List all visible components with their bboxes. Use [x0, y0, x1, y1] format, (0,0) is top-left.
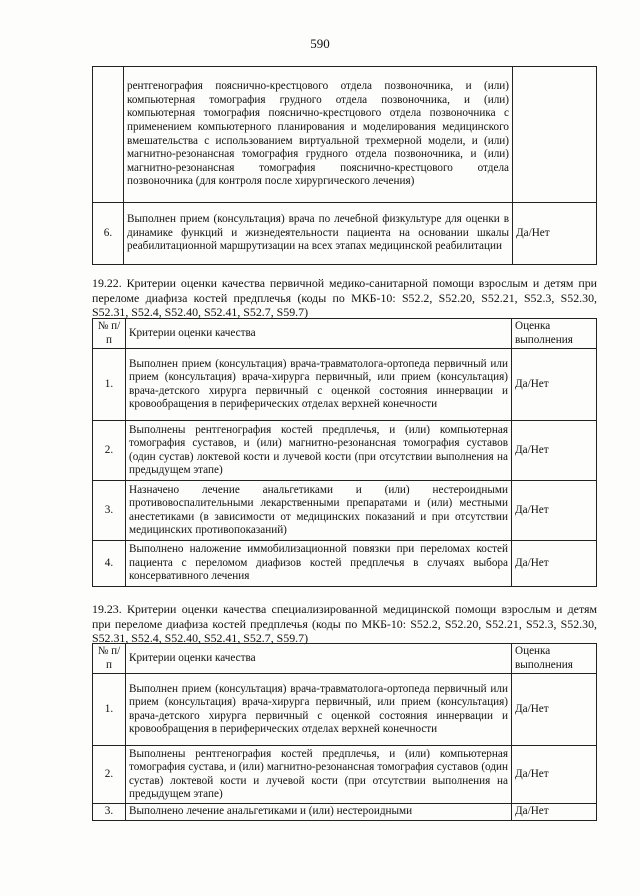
row-number: 1.: [93, 674, 126, 746]
result-cell: Да/Нет: [512, 421, 597, 481]
table-row: [93, 481, 597, 541]
result-cell: Да/Нет: [512, 746, 597, 804]
row-number: 3.: [93, 804, 126, 821]
row-number: 2.: [93, 746, 126, 804]
table-row: [93, 746, 597, 804]
table-header-row: [93, 644, 597, 674]
table-row: [93, 349, 597, 421]
result-cell: [513, 67, 597, 203]
criteria-text: Выполнен прием (консультация) врача-травматолога-ортопеда первичный или прием (консультация) врача-хирурга первичный, или прием (консультация) врача-детского хирурга первичный с оценкой состояния иннервации и кровообращения в периферических отделах верхней конечности: [126, 349, 512, 421]
row-number: 4.: [93, 541, 126, 587]
table-row: [93, 804, 597, 821]
header-number: № п/п: [93, 319, 126, 349]
criteria-table-19-22: [92, 318, 597, 587]
criteria-text: Выполнен прием (консультация) врача-травматолога-ортопеда первичный или прием (консультация) врача-хирурга первичный, или прием (консультация) врача-детского хирурга первичный с оценкой состояния иннервации и кровообращения в периферических отделах верхней конечности: [126, 674, 512, 746]
table-row: [93, 203, 597, 265]
section-heading-19-23: 19.23. Критерии оценки качества специализированной медицинской помощи взрослым и детям при переломе диафиза костей предплечья (коды по МКБ-10: S52.2, S52.20, S52.21, S52.3, S52.30, S52.31, S52.4, S52.40, S52.41, S52.7, S59.7): [92, 602, 597, 646]
table-header-row: [93, 319, 597, 349]
header-number: № п/п: [93, 644, 126, 674]
criteria-text: рентгенография пояснично-крестцового отдела позвоночника, и (или) компьютерная томография грудного отдела позвоночника, и (или) компьютерная томография пояснично-крестцового отдела позвоночника с применением компьютерного планирования и моделирования медицинского вмешательства с использованием виртуальной трехмерной модели, и (или) магнитно-резонансная томография грудного отдела позвоночника, и (или) магнитно-резонансная томография пояснично-крестцового отдела позвоночника (для контроля после хирургического лечения): [124, 67, 513, 203]
result-cell: Да/Нет: [512, 481, 597, 541]
row-number: 6.: [93, 203, 124, 265]
row-number: 3.: [93, 481, 126, 541]
criteria-text: Выполнены рентгенография костей предплечья, и (или) компьютерная томография сустава, и (или) магнитно-резонансная томография суставов (один сустав) локтевой кости и лучевой кости (при отсутствии выполнения на предыдущем этапе): [126, 746, 512, 804]
row-number: 2.: [93, 421, 126, 481]
header-result: Оценка выполнения: [512, 319, 597, 349]
page-number: 590: [310, 36, 330, 51]
result-cell: Да/Нет: [512, 804, 597, 821]
criteria-text: Выполнены рентгенография костей предплечья, и (или) компьютерная томография суставов, и (или) магнитно-резонансная томография суставов (один сустав) локтевой кости и лучевой кости (при отсутствии выполнения на предыдущем этапе): [126, 421, 512, 481]
table-row: [93, 67, 597, 203]
header-result: Оценка выполнения: [512, 644, 597, 674]
criteria-text: Выполнено лечение анальгетиками и (или) нестероидными: [126, 804, 512, 821]
criteria-text: Выполнен прием (консультация) врача по лечебной физкультуре для оценки в динамике функций и жизнедеятельности пациента на основании шкалы реабилитационной маршрутизации на всех этапах медицинской реабилитации: [124, 203, 513, 265]
table-row: [93, 674, 597, 746]
table-row: [93, 421, 597, 481]
section-heading-19-22: 19.22. Критерии оценки качества первичной медико-санитарной помощи взрослым и детям при переломе диафиза костей предплечья (коды по МКБ-10: S52.2, S52.20, S52.21, S52.3, S52.30, S52.31, S52.4, S52.40, S52.41, S52.7, S59.7): [92, 276, 597, 320]
row-number: [93, 67, 124, 203]
result-cell: Да/Нет: [512, 674, 597, 746]
criteria-text: Выполнено наложение иммобилизационной повязки при переломах костей пациента с переломом диафизов костей предплечья в случаях выбора консервативного лечения: [126, 541, 512, 587]
result-cell: Да/Нет: [512, 541, 597, 587]
header-criteria: Критерии оценки качества: [126, 644, 512, 674]
continuation-table: [92, 66, 597, 265]
table-row: [93, 541, 597, 587]
header-criteria: Критерии оценки качества: [126, 319, 512, 349]
row-number: 1.: [93, 349, 126, 421]
criteria-text: Назначено лечение анальгетиками и (или) нестероидными противовоспалительными лекарственными препаратами и (или) местными анестетиками (в зависимости от медицинских показаний и при отсутствии медицинских противопоказаний): [126, 481, 512, 541]
result-cell: Да/Нет: [513, 203, 597, 265]
criteria-table-19-23: [92, 643, 597, 821]
result-cell: Да/Нет: [512, 349, 597, 421]
